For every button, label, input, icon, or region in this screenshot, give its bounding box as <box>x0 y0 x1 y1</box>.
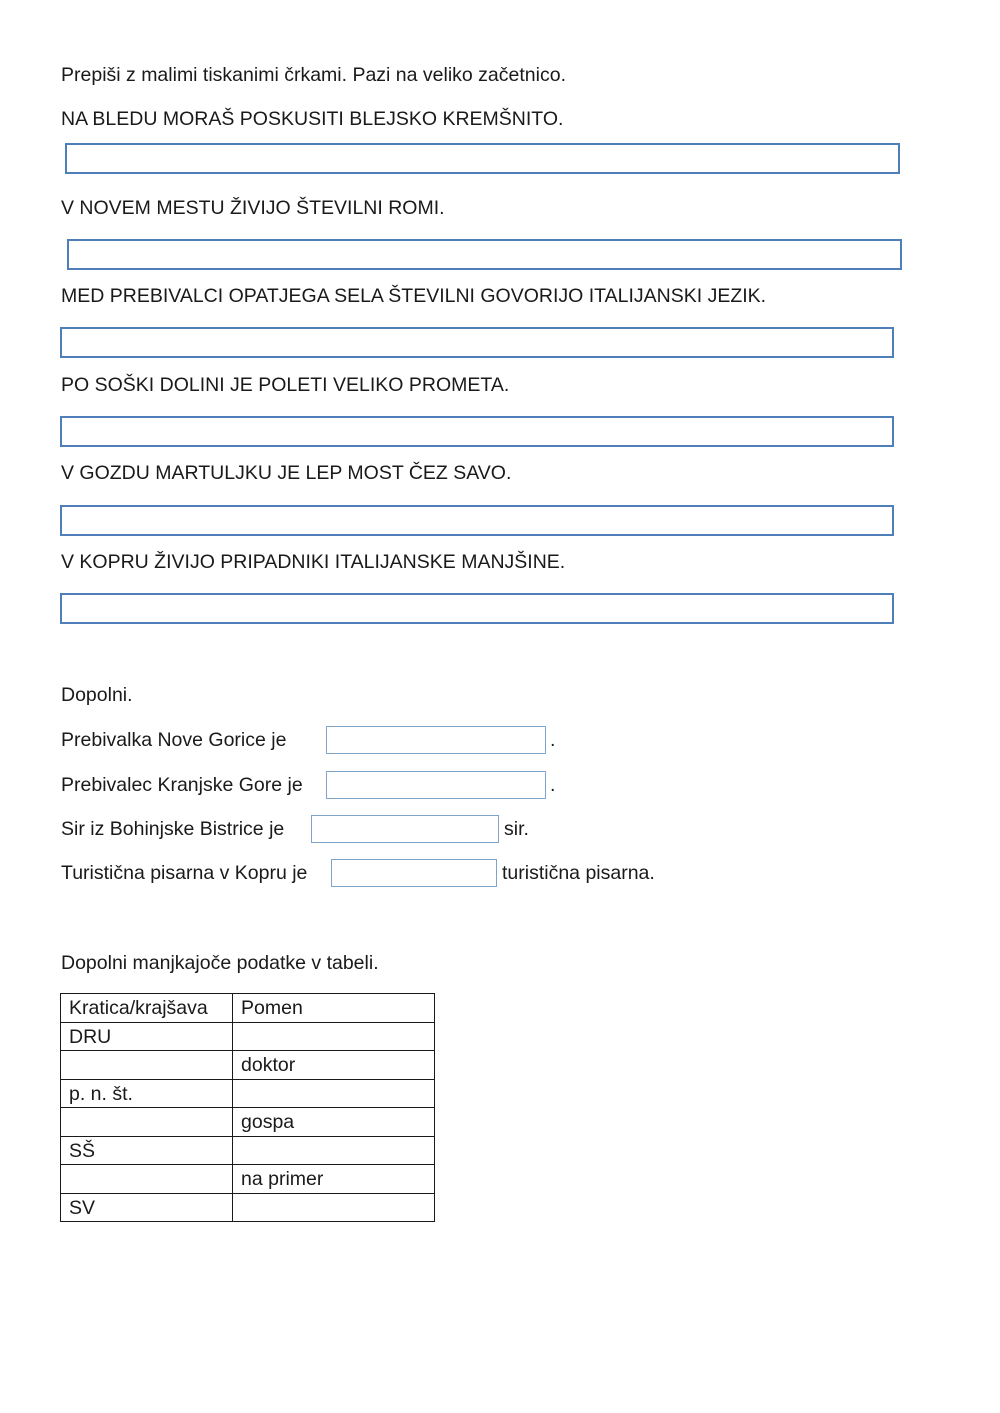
table-row <box>61 1108 435 1137</box>
table-cell-abbr: SŠ <box>61 1136 233 1165</box>
table-cell-meaning-input[interactable] <box>233 1136 435 1165</box>
fill-suffix-3: sir. <box>504 818 529 840</box>
sentence-3: MED PREBIVALCI OPATJEGA SELA ŠTEVILNI GOVORIJO ITALIJANSKI JEZIK. <box>61 285 767 307</box>
table-row <box>61 1051 435 1080</box>
table-row <box>61 1022 435 1051</box>
table-cell-abbr: DRU <box>61 1022 233 1051</box>
sentence-4: PO SOŠKI DOLINI JE POLETI VELIKO PROMETA. <box>61 374 510 396</box>
header-abbreviation: Kratica/krajšava <box>61 994 233 1023</box>
fill-input-3[interactable] <box>311 815 499 843</box>
answer-input-5[interactable] <box>60 505 894 536</box>
table-row <box>61 1193 435 1222</box>
fill-input-2[interactable] <box>326 771 546 799</box>
table-cell-meaning: gospa <box>233 1108 435 1137</box>
answer-input-4[interactable] <box>60 416 894 447</box>
table-row <box>61 1165 435 1194</box>
table-cell-meaning-input[interactable] <box>233 1022 435 1051</box>
instruction-table: Dopolni manjkajoče podatke v tabeli. <box>61 952 379 974</box>
fill-suffix-4: turistična pisarna. <box>502 862 655 884</box>
fill-label-4: Turistična pisarna v Kopru je <box>61 862 308 884</box>
table-cell-meaning-input[interactable] <box>233 1193 435 1222</box>
table-cell-abbr-input[interactable] <box>61 1051 233 1080</box>
answer-input-6[interactable] <box>60 593 894 624</box>
answer-input-1[interactable] <box>65 143 900 174</box>
sentence-5: V GOZDU MARTULJKU JE LEP MOST ČEZ SAVO. <box>61 462 512 484</box>
table-cell-abbr-input[interactable] <box>61 1108 233 1137</box>
fill-input-1[interactable] <box>326 726 546 754</box>
fill-input-4[interactable] <box>331 859 497 887</box>
table-cell-abbr: p. n. št. <box>61 1079 233 1108</box>
header-meaning: Pomen <box>233 994 435 1023</box>
fill-suffix-1: . <box>550 729 556 751</box>
table-cell-meaning: doktor <box>233 1051 435 1080</box>
table-cell-meaning-input[interactable] <box>233 1079 435 1108</box>
table-header-row <box>61 994 435 1023</box>
instruction-fill: Dopolni. <box>61 684 133 706</box>
table-row <box>61 1136 435 1165</box>
fill-label-2: Prebivalec Kranjske Gore je <box>61 774 303 796</box>
table-cell-abbr-input[interactable] <box>61 1165 233 1194</box>
fill-suffix-2: . <box>550 774 556 796</box>
table-cell-meaning: na primer <box>233 1165 435 1194</box>
instruction-rewrite: Prepiši z malimi tiskanimi črkami. Pazi na veliko začetnico. <box>61 64 566 86</box>
table-row <box>61 1079 435 1108</box>
fill-label-3: Sir iz Bohinjske Bistrice je <box>61 818 285 840</box>
abbreviation-table <box>60 993 435 1222</box>
fill-label-1: Prebivalka Nove Gorice je <box>61 729 287 751</box>
sentence-1: NA BLEDU MORAŠ POSKUSITI BLEJSKO KREMŠNITO. <box>61 108 564 130</box>
sentence-2: V NOVEM MESTU ŽIVIJO ŠTEVILNI ROMI. <box>61 197 445 219</box>
table-cell-abbr: SV <box>61 1193 233 1222</box>
answer-input-3[interactable] <box>60 327 894 358</box>
answer-input-2[interactable] <box>67 239 902 270</box>
sentence-6: V KOPRU ŽIVIJO PRIPADNIKI ITALIJANSKE MANJŠINE. <box>61 551 566 573</box>
